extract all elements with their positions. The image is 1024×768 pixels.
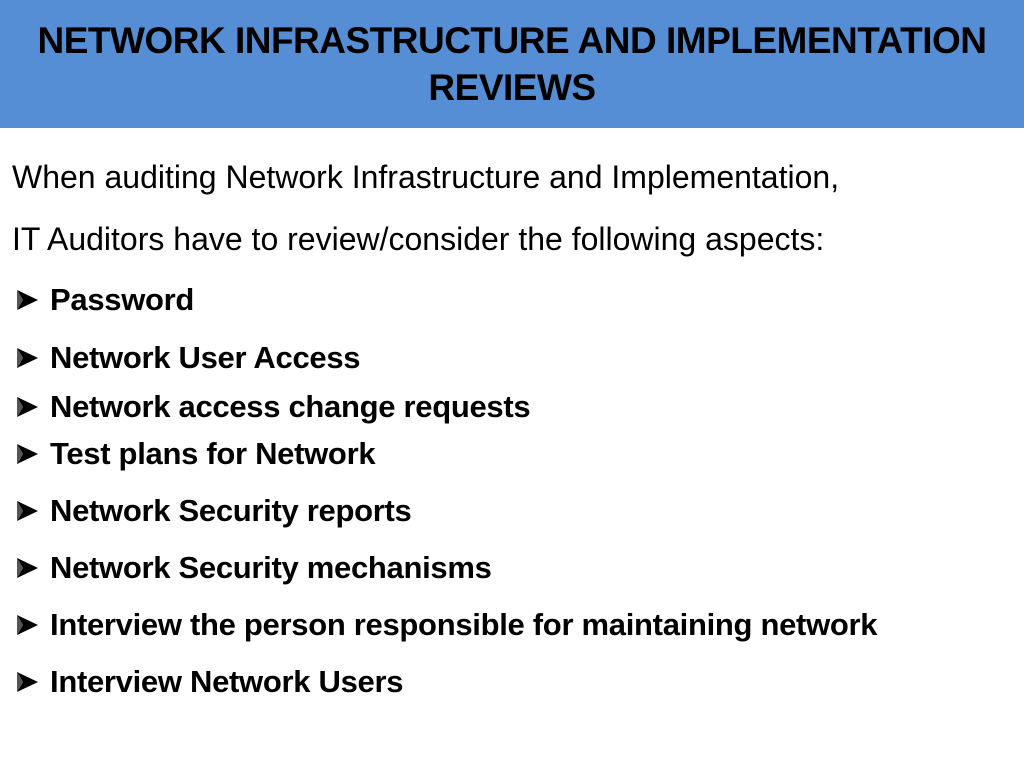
bullet-item: [14, 338, 360, 378]
arrow-bullet-icon: [14, 287, 40, 313]
slide-title-line-1: NETWORK INFRASTRUCTURE AND IMPLEMENTATION: [37, 20, 987, 61]
bullet-text: Network Security mechanisms: [50, 550, 492, 585]
arrow-bullet-icon: [14, 498, 40, 524]
bullet-text: Interview Network Users: [50, 664, 404, 699]
arrow-bullet-icon: [14, 669, 40, 695]
intro-text-line-2: IT Auditors have to review/consider the following aspects:: [12, 221, 825, 257]
bullet-item: [14, 662, 403, 702]
bullet-item: [14, 605, 877, 645]
bullet-text: Network Security reports: [50, 493, 412, 528]
bullet-item: [14, 491, 411, 531]
arrow-bullet-icon: [14, 394, 40, 420]
bullet-text: Password: [50, 282, 195, 317]
bullet-text: Network access change requests: [50, 389, 531, 424]
arrow-bullet-icon: [14, 441, 40, 467]
intro-text-line-1: When auditing Network Infrastructure and Implementation,: [12, 159, 840, 195]
arrow-bullet-icon: [14, 345, 40, 371]
title-bar: [0, 0, 1024, 128]
bullet-text: Interview the person responsible for maintaining network: [50, 607, 878, 642]
bullet-item: [14, 280, 194, 320]
bullet-item: [14, 548, 492, 588]
slide-title: [38, 17, 987, 111]
bullet-item: [14, 387, 530, 427]
arrow-bullet-icon: [14, 555, 40, 581]
bullet-item: [14, 434, 375, 474]
bullet-text: Test plans for Network: [50, 436, 376, 471]
bullet-text: Network User Access: [50, 340, 361, 375]
slide-title-line-2: REVIEWS: [428, 67, 596, 108]
arrow-bullet-icon: [14, 612, 40, 638]
